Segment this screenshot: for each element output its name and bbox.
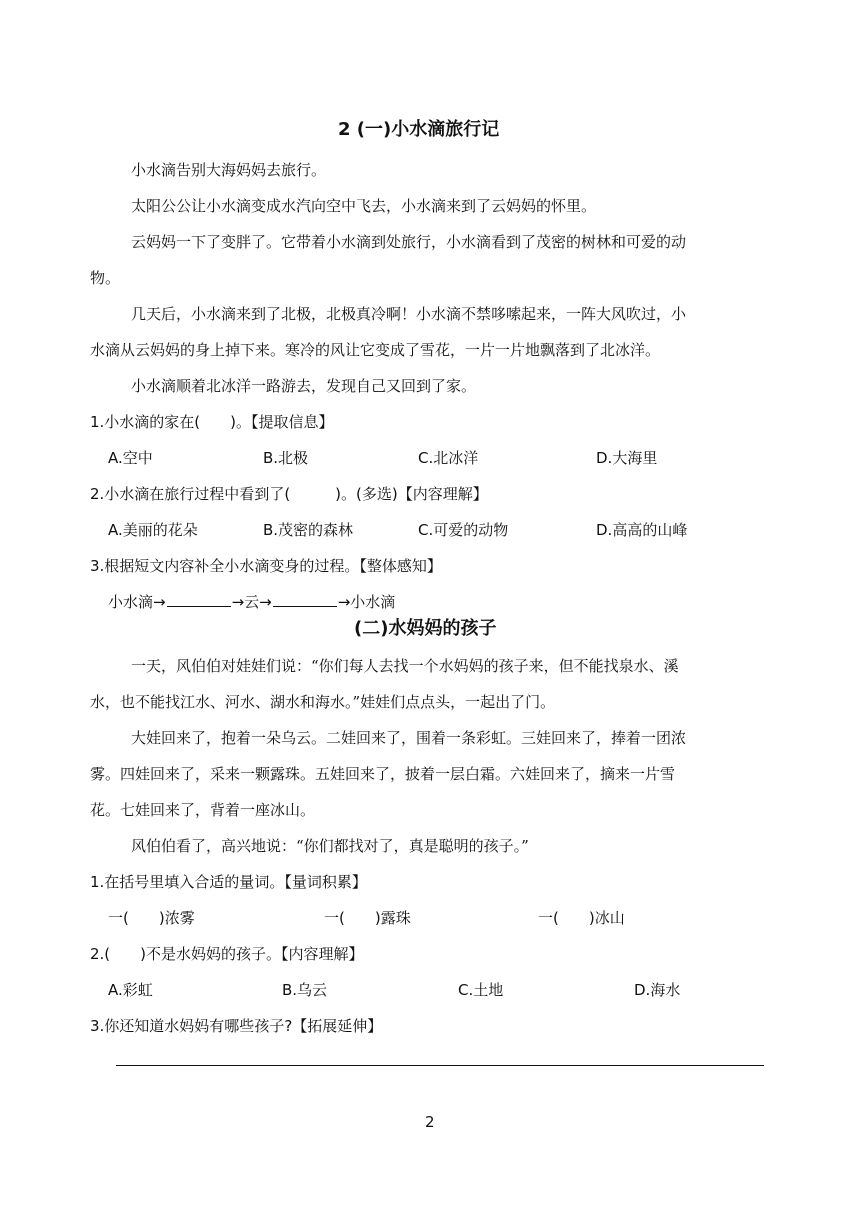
s1-question-3: 3.根据短文内容补全小水滴变身的过程。【整体感知】 xyxy=(90,557,442,575)
s2-q2-option-d: D.海水 xyxy=(634,981,681,999)
section1-title: 2 (一)小水滴旅行记 xyxy=(338,119,500,140)
s1-paragraph-2: 太阳公公让小水滴变成水汽向空中飞去，小水滴来到了云妈妈的怀里。 xyxy=(131,197,597,215)
s2-q2-option-c: C.土地 xyxy=(458,981,504,999)
answer-line[interactable] xyxy=(116,1065,764,1066)
s1-paragraph-4-cont: 水滴从云妈妈的身上掉下来。寒冷的风让它变成了雪花，一片一片地飘落到了北冰洋。 xyxy=(90,341,661,359)
s2-question-3: 3.你还知道水妈妈有哪些孩子?【拓展延伸】 xyxy=(90,1017,383,1035)
chain-start: 小水滴→ xyxy=(108,593,166,611)
chain-end: →小水滴 xyxy=(337,593,396,611)
s1-paragraph-4: 几天后，小水滴来到了北极，北极真冷啊！小水滴不禁哆嗦起来，一阵大风吹过，小 xyxy=(131,305,687,323)
s1-q2-option-a: A.美丽的花朵 xyxy=(108,521,198,539)
page-number: 2 xyxy=(425,1113,435,1131)
s1-paragraph-3-cont: 物。 xyxy=(90,269,121,287)
s1-paragraph-1: 小水滴告别大海妈妈去旅行。 xyxy=(131,161,327,179)
s2-paragraph-2: 大娃回来了，抱着一朵乌云。二娃回来了，围着一条彩虹。三娃回来了，捧着一团浓 xyxy=(131,729,687,747)
s1-paragraph-5: 小水滴顺着北冰洋一路游去，发现自己又回到了家。 xyxy=(131,377,477,395)
s1-q3-chain xyxy=(108,592,395,612)
s2-paragraph-2-cont: 雾。四娃回来了，采来一颗露珠。五娃回来了，披着一层白霜。六娃回来了，摘来一片雪 xyxy=(90,765,676,783)
s1-question-2: 2.小水滴在旅行过程中看到了( )。(多选)【内容理解】 xyxy=(90,485,488,503)
s2-paragraph-3: 风伯伯看了，高兴地说：“你们都找对了，真是聪明的孩子。” xyxy=(131,837,529,855)
section2-title: (二)水妈妈的孩子 xyxy=(354,618,497,639)
chain-blank-2[interactable] xyxy=(273,592,337,607)
s2-q1-blank-3: 一( )冰山 xyxy=(538,909,625,927)
s2-question-1: 1.在括号里填入合适的量词。【量词积累】 xyxy=(90,873,367,891)
s2-q1-blank-1: 一( )浓雾 xyxy=(108,909,195,927)
s1-q1-option-d: D.大海里 xyxy=(596,449,658,467)
s1-question-1: 1.小水滴的家在( )。【提取信息】 xyxy=(90,413,334,431)
s1-paragraph-3: 云妈妈一下了变胖了。它带着小水滴到处旅行，小水滴看到了茂密的树林和可爱的动 xyxy=(131,233,687,251)
s1-q2-option-c: C.可爱的动物 xyxy=(418,521,509,539)
s2-q2-option-a: A.彩虹 xyxy=(108,981,153,999)
s1-q1-option-a: A.空中 xyxy=(108,449,153,467)
s2-q1-blank-2: 一( )露珠 xyxy=(324,909,411,927)
chain-mid: →云→ xyxy=(231,593,272,611)
chain-blank-1[interactable] xyxy=(167,592,231,607)
s1-q1-option-c: C.北冰洋 xyxy=(418,449,479,467)
s1-q1-option-b: B.北极 xyxy=(263,449,309,467)
s1-q2-option-d: D.高高的山峰 xyxy=(596,521,688,539)
s2-paragraph-1: 一天，风伯伯对娃娃们说：“你们每人去找一个水妈妈的孩子来，但不能找泉水、溪 xyxy=(131,657,679,675)
s2-paragraph-1-cont: 水，也不能找江水、河水、湖水和海水。”娃娃们点点头，一起出了门。 xyxy=(90,693,556,711)
s2-q2-option-b: B.乌云 xyxy=(282,981,328,999)
s2-paragraph-2-cont2: 花。七娃回来了，背着一座冰山。 xyxy=(90,801,316,819)
s1-q2-option-b: B.茂密的森林 xyxy=(263,521,354,539)
s2-question-2: 2.( )不是水妈妈的孩子。【内容理解】 xyxy=(90,945,364,963)
